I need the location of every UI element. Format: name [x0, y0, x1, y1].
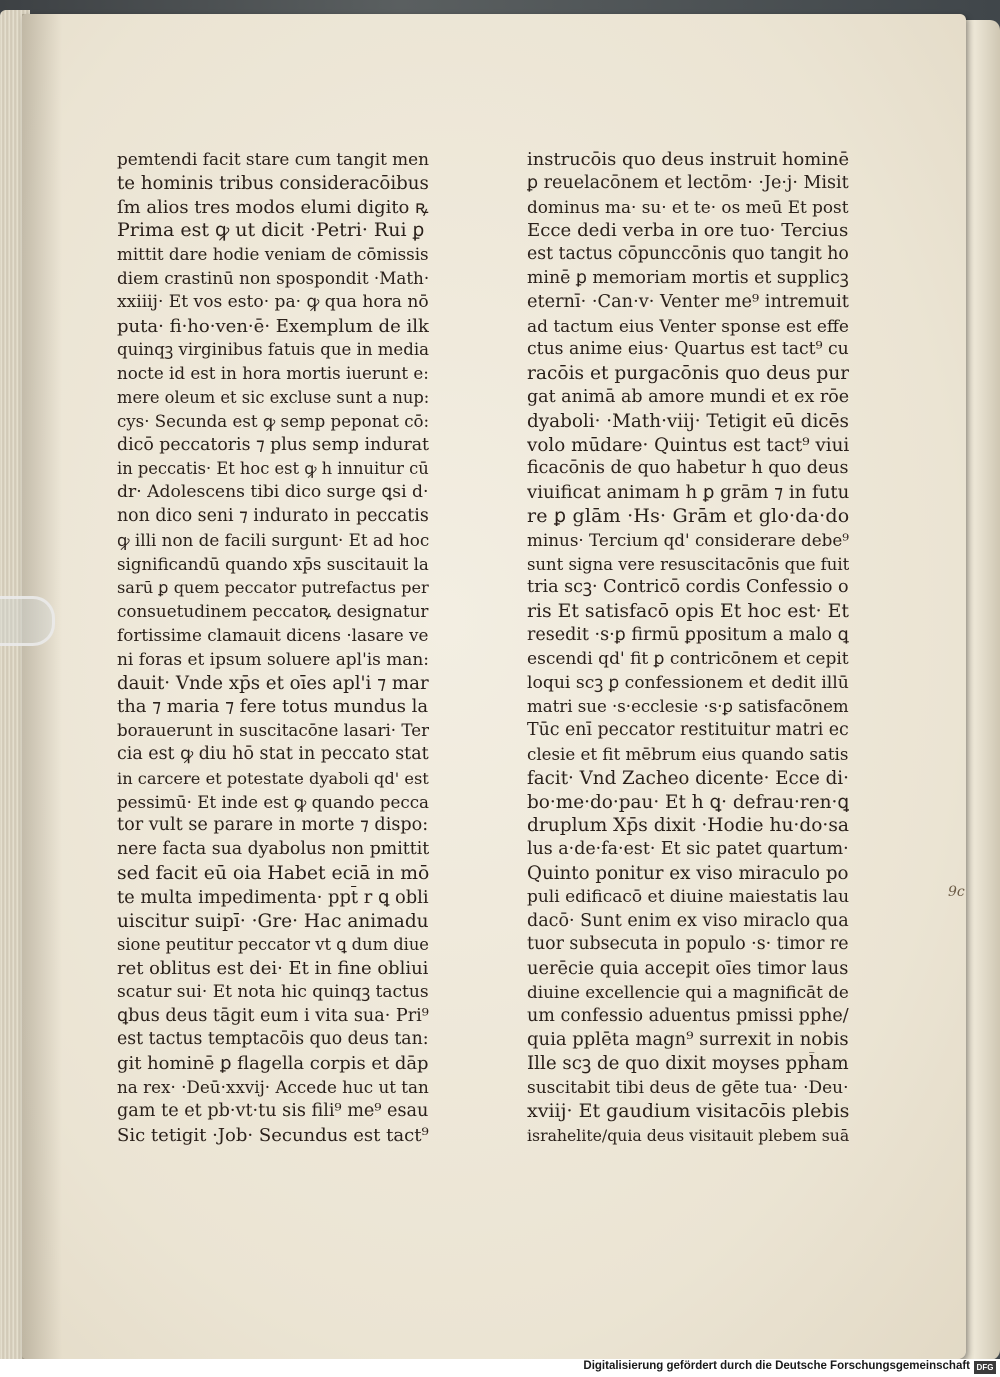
text-line: ctus anime eius· Quartus est tact⁹ cu — [527, 339, 849, 360]
text-line: ꝙ illi non de facili surgunt· Et ad hoc — [117, 529, 429, 550]
text-line: gat animā ab amore mundi et ex rōe — [527, 386, 849, 407]
text-line: ret oblitus est dei· Et in fine obliui — [117, 958, 429, 980]
text-line: in peccatis· Et hoc est ꝙ h innuitur cū — [117, 459, 429, 479]
text-line: est tactus cōpunccōnis quo tangit ho — [527, 244, 849, 265]
text-line: tha ⁊ maria ⁊ fere totus mundus la — [117, 696, 429, 718]
text-line: diuine excellencie qui a magnificāt de — [527, 981, 849, 1002]
text-line: dyaboli· ·Math·viij· Tetigit eū dicēs — [527, 410, 849, 432]
text-line: uerēcie quia accepit oīes timor laus — [527, 958, 849, 980]
text-line: tria scꝫ· Contricō cordis Confessio o — [527, 577, 849, 598]
text-line: minē ꝑ memoriam mortis et supplicꝫ — [527, 267, 849, 288]
text-line: xviij· Et gaudium visitacōis plebis — [527, 1099, 849, 1122]
text-line: in carcere et potestate dyaboli qd' est — [117, 768, 429, 788]
text-line: loqui scꝫ ꝑ confessionem et dedit illū — [527, 672, 849, 693]
text-line: uiscitur suipī· ·Gre· Hac animadu — [117, 910, 429, 932]
text-line: ſm alios tres modos elumi digito ꝶ — [117, 196, 429, 218]
text-line: ꝑ reuelacōnem et lectōm· ·Je·j· Misit — [527, 172, 849, 193]
text-line: xxiiij· Et vos esto· pa· ꝙ qua hora nō — [117, 291, 429, 312]
text-line: druplum Xp̄s dixit ·Hodie hu·do·sa — [527, 815, 849, 837]
text-line: Quinto ponitur ex viso miraculo po — [527, 862, 849, 884]
text-line: Sic tetigit ·Job· Secundus est tact⁹ — [117, 1124, 429, 1146]
text-line: mittit dare hodie veniam de cōmissis — [117, 244, 429, 265]
text-line: escendi qd' fit ꝑ contricōnem et cepit — [527, 648, 849, 669]
text-line: fortissime clamauit dicens ·lasare ve — [117, 624, 429, 645]
text-line: eternī· ·Can·v· Venter me⁹ intremuit — [527, 291, 849, 312]
text-line: suscitabit tibi deus de gēte tua· ·Deu· — [527, 1077, 849, 1098]
text-line: minus· Tercium qd' considerare debe⁹ — [527, 529, 849, 550]
text-line: sione peutitur peccator vt ꝗ dum diue — [117, 935, 429, 955]
text-line: te hominis tribus consideracōibus — [117, 172, 429, 194]
text-line: nocte id est in hora mortis iuerunt e: — [117, 363, 429, 384]
text-line: Ille scꝫ de quo dixit moyses pph̄am — [527, 1053, 849, 1075]
text-line: tor vult se parare in morte ⁊ dispo: — [117, 815, 429, 836]
text-line: ꝗbus deus tāgit eum i vita sua· Pri⁹ — [117, 1005, 429, 1026]
text-line: sarū ꝑ quem peccator putrefactus per — [117, 578, 429, 598]
text-line: pemtendi facit stare cum tangit men — [117, 149, 429, 169]
text-line: te multa impedimenta· ppt̄ r ꝗ obli — [117, 886, 429, 908]
text-line: viuificat animam h ꝑ grām ⁊ in futu — [527, 482, 849, 504]
text-line: diem crastinū non spospondit ·Math· — [117, 267, 429, 288]
text-line: nere facta sua dyabolus non pmittit — [117, 839, 429, 860]
text-line: consuetudinem peccatoꝶ designatur — [117, 601, 429, 622]
text-line: sed facit eū oia Habet eciā in mō — [117, 862, 429, 884]
text-column-left — [117, 148, 429, 1147]
text-line: matri sue ·s·ecclesie ·s·ꝑ satisfacōnem — [527, 697, 849, 717]
text-line: ad tactum eius Venter sponse est effe — [527, 315, 849, 336]
text-line: re ꝑ glām ·Hs· Grām et glo·da·do — [527, 504, 849, 527]
text-line: bo·me·do·pau· Et h ꝗ· defrau·ren·ꝗ — [527, 791, 849, 813]
dfg-logo-icon: DFG — [974, 1361, 996, 1374]
text-line: gam te et pb·vt·tu sis fili⁹ me⁹ esau — [117, 1100, 429, 1121]
text-line: tuor subsecuta in populo ·s· timor re — [527, 934, 849, 955]
margin-note: 9c — [948, 884, 965, 900]
gutter-shadow — [22, 14, 62, 1359]
page-clip — [0, 596, 55, 646]
text-line: quia pplēta magn⁹ surrexit in nobis — [527, 1029, 849, 1051]
text-line: israhelite/quia deus visitauit plebem suā — [527, 1125, 849, 1145]
text-line: quinqꝫ virginibus fatuis que in media — [117, 340, 429, 360]
text-line: ni foras et ipsum soluere apl'is man: — [117, 648, 429, 669]
text-line: lus a·de·fa·est· Et sic patet quartum· — [527, 839, 849, 860]
text-line: clesie et fit mēbrum eius quando satis — [527, 744, 849, 764]
text-line: dicō peccatoris ⁊ plus semp indurat — [117, 434, 429, 455]
text-line: sunt signa vere resuscitacōnis que fuit — [527, 554, 849, 574]
text-line: est tactus temptacōis quo deus tan: — [117, 1029, 429, 1050]
text-line: resedit ·s·ꝑ firmū ꝑpositum a malo ꝗ — [527, 624, 849, 645]
text-line: racōis et purgacōnis quo deus pur — [527, 363, 849, 385]
text-line: dominus ma· su· et te· os meū Et post — [527, 196, 849, 217]
text-line: dacō· Sunt enim ex viso miraclo qua — [527, 910, 849, 931]
text-line: Ecce dedi verba in ore tuo· Tercius — [527, 220, 849, 242]
text-line: borauerunt in suscitacōne lasari· Ter — [117, 720, 429, 741]
text-column-right — [527, 148, 849, 1147]
text-line: mere oleum et sic excluse sunt a nup: — [117, 387, 429, 407]
text-line: cys· Secunda est ꝙ semp peponat cō: — [117, 411, 429, 431]
text-line: volo mūdare· Quintus est tact⁹ viui — [527, 434, 849, 456]
text-line: instrucōis quo deus instruit hominē — [527, 149, 849, 170]
text-line: pessimū· Et inde est ꝙ quando pecca — [117, 791, 429, 812]
text-line: ris Et satisfacō opis Et hoc est· Et — [527, 601, 849, 623]
text-line: non dico seni ⁊ indurato in peccatis — [117, 505, 429, 526]
text-line: dauit· Vnde xp̄s et oīes apl'i ⁊ mar — [117, 672, 429, 694]
text-line: significandū quando xp̄s suscitauit la — [117, 554, 429, 574]
text-line: puli edificacō et diuine maiestatis lau — [527, 886, 849, 907]
text-line: um confessio aduentus pmissi pphe/ — [527, 1005, 849, 1026]
footer-credit: Digitalisierung gefördert durch die Deutsche Forschungsgemeinschaft — [583, 1360, 970, 1372]
text-line: puta· fi·ho·ven·ē· Exemplum de ilk — [117, 315, 429, 337]
text-line: git hominē ꝑ flagella corpis et dāp — [117, 1053, 429, 1075]
text-line: dr· Adolescens tibi dico surge ꝗsi d· — [117, 482, 429, 503]
text-line: scatur sui· Et nota hic quinqꝫ tactus — [117, 981, 429, 1002]
text-line: Tūc enī peccator restituitur matri ec — [527, 720, 849, 741]
text-line: Prima est ꝙ ut dicit ·Petri· Rui ꝑ — [117, 219, 425, 242]
text-line: ficacōnis de quo habetur h quo deus — [527, 458, 849, 479]
text-line: facit· Vnd Zacheo dicente· Ecce di· — [527, 767, 849, 789]
text-line: na rex· ·Deū·xxvij· Accede huc ut tan — [117, 1077, 429, 1098]
text-line: cia est ꝙ diu hō stat in peccato stat — [117, 743, 429, 764]
